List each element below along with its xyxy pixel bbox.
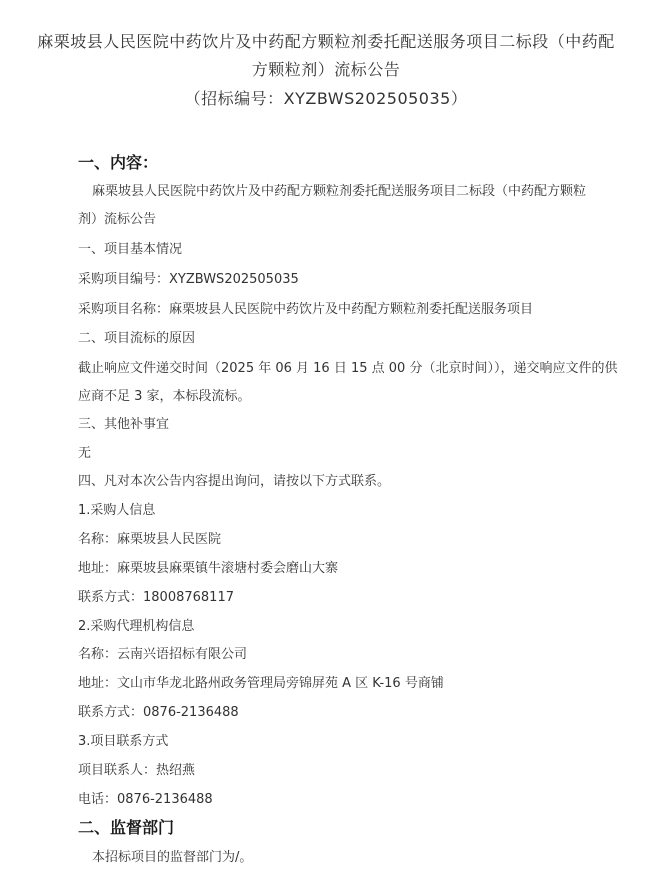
buyer-phone: 联系方式：18008768117 <box>78 590 234 605</box>
other-matters-value: 无 <box>78 446 92 461</box>
page-title-line2: 方颗粒剂）流标公告 <box>251 60 401 79</box>
failure-reason-line1: 截止响应文件递交时间（2025 年 06 月 16 日 15 点 00 分（北京时间）），递交响应文件的供 <box>78 361 618 376</box>
failure-reason-heading: 二、项目流标的原因 <box>78 331 196 346</box>
failure-reason-line2: 应商不足 3 家，本标段流标。 <box>78 389 251 404</box>
agency-phone: 联系方式：0876-2136488 <box>78 705 239 720</box>
buyer-name: 名称：麻栗坡县人民医院 <box>78 532 222 547</box>
project-contact-phone: 电话：0876-2136488 <box>78 792 213 807</box>
project-number: 采购项目编号：XYZBWS202505035 <box>78 272 299 287</box>
buyer-info-heading: 1.采购人信息 <box>78 503 156 518</box>
agency-name: 名称：云南兴语招标有限公司 <box>78 647 248 662</box>
agency-info-heading: 2.采购代理机构信息 <box>78 619 195 634</box>
project-name: 采购项目名称：麻栗坡县人民医院中药饮片及中药配方颗粒剂委托配送服务项目 <box>78 302 534 317</box>
section-heading-content: 一、内容： <box>78 153 159 172</box>
intro-line1: 麻栗坡县人民医院中药饮片及中药配方颗粒剂委托配送服务项目二标段（中药配方颗粒 <box>92 184 587 199</box>
section-heading-supervision: 二、监督部门 <box>78 818 175 837</box>
other-matters-heading: 三、其他补事宜 <box>78 417 170 432</box>
bid-number: （招标编号：XYZBWS202505035） <box>184 89 468 108</box>
contact-heading: 四、凡对本次公告内容提出询问，请按以下方式联系。 <box>78 474 391 489</box>
supervision-text: 本招标项目的监督部门为/。 <box>92 850 253 865</box>
basic-info-heading: 一、项目基本情况 <box>78 242 183 257</box>
page-title-line1: 麻栗坡县人民医院中药饮片及中药配方颗粒剂委托配送服务项目二标段（中药配 <box>37 32 615 51</box>
project-contact-person: 项目联系人：热绍燕 <box>78 763 196 778</box>
buyer-address: 地址：麻栗坡县麻栗镇牛滚塘村委会磨山大寨 <box>78 561 339 576</box>
intro-line2: 剂）流标公告 <box>78 212 157 227</box>
agency-address: 地址：文山市华龙北路州政务管理局旁锦屏苑 A 区 K-16 号商铺 <box>78 676 444 691</box>
project-contact-heading: 3.项目联系方式 <box>78 734 169 749</box>
